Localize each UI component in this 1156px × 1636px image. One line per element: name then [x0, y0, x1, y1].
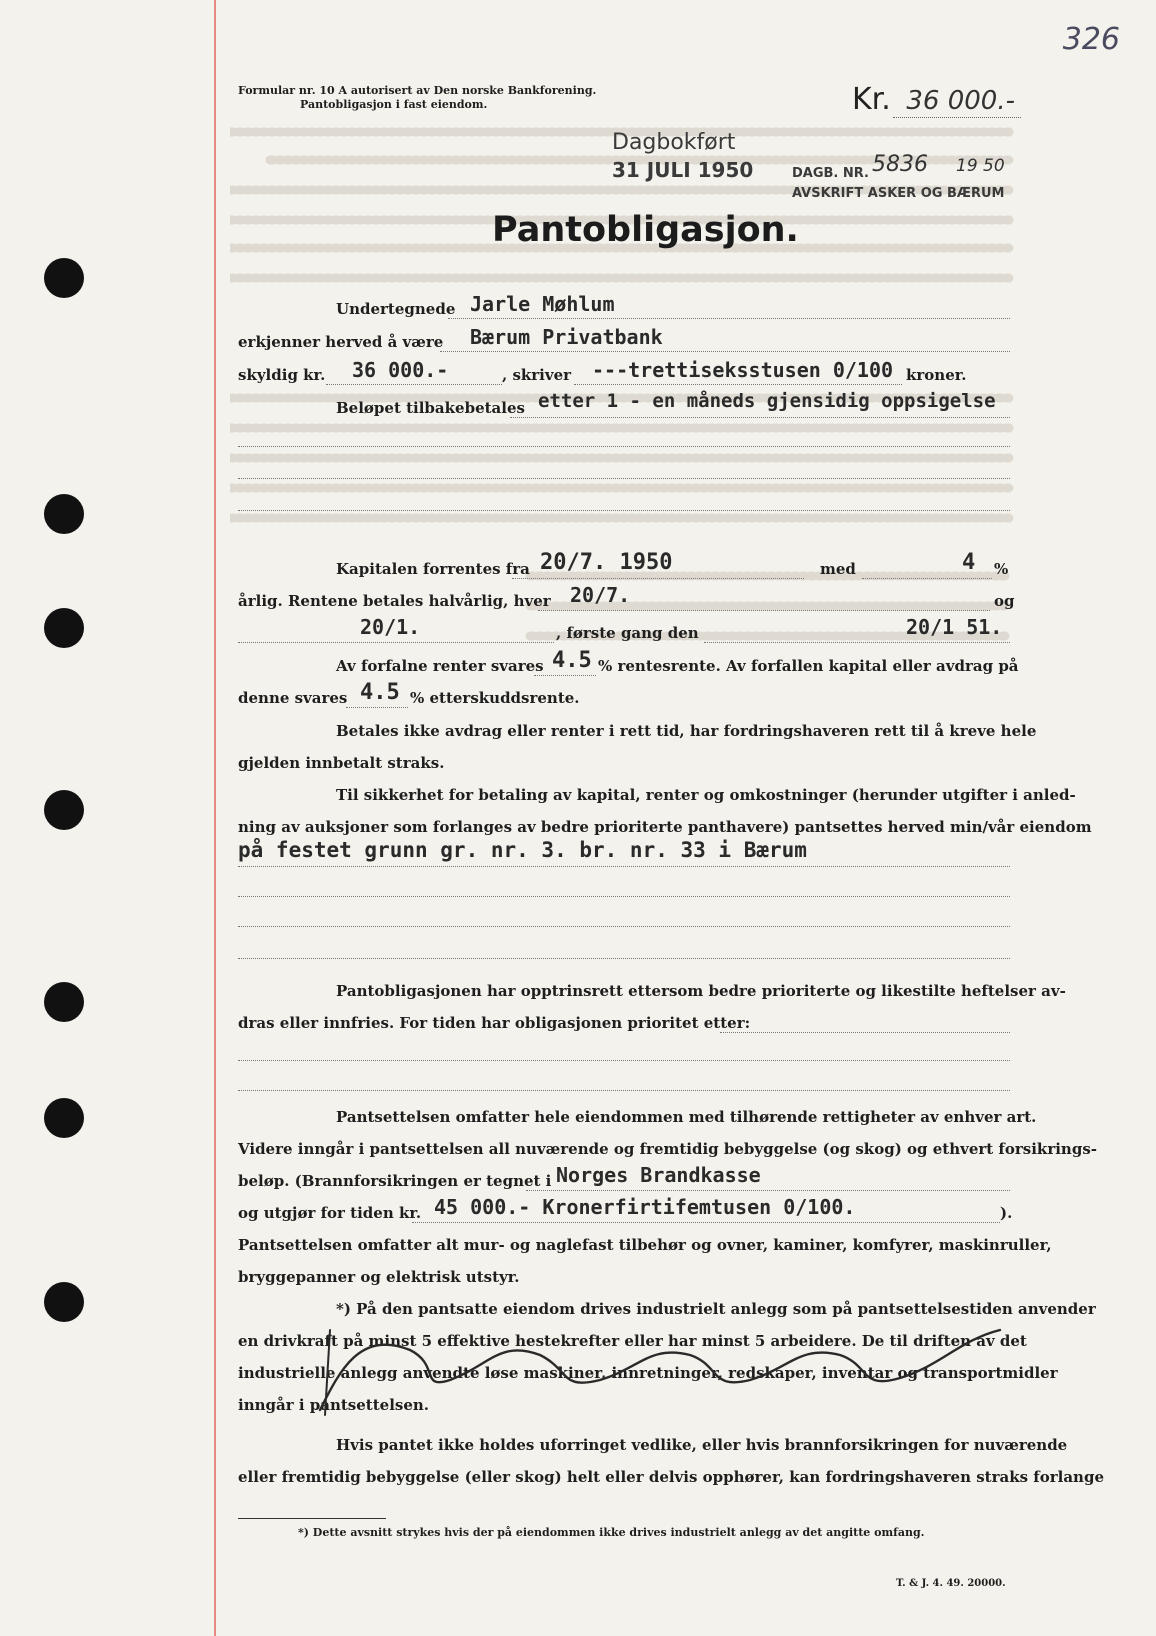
field-line	[238, 642, 554, 643]
av-forfalne-label: Av forfalne renter svares	[336, 657, 544, 675]
etterskudd-label: % etterskuddsrente.	[410, 689, 580, 707]
undertegnede-value: Jarle Møhlum	[470, 292, 615, 316]
punch-hole	[44, 1282, 84, 1322]
med-label: med	[820, 560, 856, 578]
paragraph-line: Betales ikke avdrag eller renter i rett tid, har fordringshaveren rett til å kreve hele	[336, 722, 1037, 740]
paragraph-line: beløp. (Brannforsikringen er tegnet i	[238, 1172, 552, 1190]
form-header-line: Formular nr. 10 A autorisert av Den norske Bankforening.	[238, 84, 597, 97]
dagb-year: 19 50	[956, 156, 1005, 176]
punch-hole	[44, 608, 84, 648]
avskrift-stamp: AVSKRIFT ASKER OG BÆRUM	[792, 186, 1005, 201]
document-title: Pantobligasjon.	[492, 210, 799, 250]
kapitalen-label: Kapitalen forrentes fra	[336, 560, 530, 578]
margin-line	[214, 0, 216, 1636]
skyldig-value: 36 000.-	[352, 358, 449, 382]
punch-hole	[44, 982, 84, 1022]
interest-rate: 4	[962, 550, 976, 575]
blank-line	[238, 896, 1010, 897]
paragraph-line: inngår i pantsettelsen.	[238, 1396, 430, 1414]
dagbokfort-date: 31 JULI 1950	[612, 158, 754, 182]
paragraph-line: dras eller innfries. For tiden har obligasjonen prioritet etter:	[238, 1014, 751, 1032]
dagb-nr-label: DAGB. NR.	[792, 166, 869, 181]
punch-hole	[44, 494, 84, 534]
paragraph-line: *) På den pantsatte eiendom drives industrielt anlegg som på pantsettelsestiden anvender	[336, 1300, 1096, 1318]
skriver-value: ---trettiseksstusen 0/100	[592, 358, 894, 382]
amount-value: 36 000.-	[906, 86, 1015, 116]
punch-hole	[44, 258, 84, 298]
field-line	[862, 578, 992, 579]
field-line	[574, 384, 902, 385]
field-line	[440, 351, 1010, 352]
skyldig-label: skyldig kr.	[238, 366, 326, 384]
footnote: *) Dette avsnitt strykes hvis der på eiendommen ikke drives industrielt anlegg av det angitte omfang.	[298, 1526, 925, 1539]
field-line	[534, 675, 596, 676]
erkjenner-label: erkjenner herved å være	[238, 333, 444, 351]
dagbokfort-stamp: Dagbokført	[612, 130, 736, 155]
og-label: og	[994, 592, 1015, 610]
denne-label: denne svares	[238, 689, 348, 707]
belopet-value: etter 1 - en måneds gjensidig oppsigelse	[538, 390, 996, 412]
footnote-rule	[238, 1518, 386, 1519]
blank-line	[238, 510, 1010, 511]
forste-date: 20/1 51.	[906, 615, 1003, 639]
amount-label: Kr.	[852, 82, 891, 117]
printer-mark: T. & J. 4. 49. 20000.	[896, 1578, 1006, 1589]
belopet-label: Beløpet tilbakebetales	[336, 399, 525, 417]
blank-line	[238, 958, 1010, 959]
arlig-date: 20/7.	[570, 583, 631, 607]
page-number: 326	[1062, 22, 1120, 57]
arlig-date: 20/1.	[360, 615, 421, 639]
paragraph-line: en drivkraft på minst 5 effektive hestekrefter eller har minst 5 arbeidere. De til driften av det	[238, 1332, 1027, 1350]
field-line	[720, 1032, 1010, 1033]
form-header	[238, 84, 596, 112]
insurer-value: Norges Brandkasse	[556, 1163, 761, 1187]
field-line	[346, 707, 408, 708]
paragraph-line: eller fremtidig bebyggelse (eller skog) helt eller delvis opphører, kan fordringshaveren straks forlange	[238, 1468, 1104, 1486]
utgjor-end: ).	[1000, 1204, 1013, 1222]
dagb-number: 5836	[872, 152, 928, 177]
paragraph-line: ning av auksjoner som forlanges av bedre prioriterte panthavere) pantsettes herved min/vår eiendom	[238, 818, 1092, 836]
punch-hole	[44, 790, 84, 830]
field-line	[526, 1190, 1010, 1191]
field-line	[238, 866, 1010, 867]
amount-underline	[893, 117, 1021, 118]
blank-line	[238, 1090, 1010, 1091]
field-line	[510, 417, 1010, 418]
rentesrente-label: % rentesrente. Av forfallen kapital eller avdrag på	[598, 657, 1019, 675]
forste-label: , første gang den	[556, 624, 699, 642]
insured-value: 45 000.- Kronerfirtifemtusen 0/100.	[434, 1195, 856, 1219]
field-line	[538, 610, 990, 611]
skriver-label: , skriver	[502, 366, 572, 384]
blank-line	[238, 926, 1010, 927]
paragraph-line: gjelden innbetalt straks.	[238, 754, 445, 772]
erkjenner-value: Bærum Privatbank	[470, 325, 663, 349]
percent-sign: %	[994, 560, 1009, 578]
paragraph-line: Til sikkerhet for betaling av kapital, renter og omkostninger (herunder utgifter i anled-	[336, 786, 1076, 804]
kroner-label: kroner.	[906, 366, 967, 384]
field-line	[512, 578, 804, 579]
blank-line	[238, 478, 1010, 479]
blank-line	[238, 446, 1010, 447]
kapitalen-date: 20/7. 1950	[540, 550, 673, 575]
paragraph-line: Pantsettelsen omfatter hele eiendommen med tilhørende rettigheter av enhver art.	[336, 1108, 1037, 1126]
paragraph-line: bryggepanner og elektrisk utstyr.	[238, 1268, 520, 1286]
paragraph-line: industrielle anlegg anvendte løse maskiner, innretninger, redskaper, inventar og transportmidler	[238, 1364, 1058, 1382]
field-line	[412, 1222, 1000, 1223]
field-line	[448, 318, 1010, 319]
undertegnede-label: Undertegnede	[336, 300, 456, 318]
form-header-line: Pantobligasjon i fast eiendom.	[300, 98, 488, 111]
paragraph-line: Pantobligasjonen har opptrinsrett ettersom bedre prioriterte og likestilte heftelser av-	[336, 982, 1066, 1000]
punch-hole	[44, 1098, 84, 1138]
strikeout-scribble	[300, 1310, 1040, 1420]
paragraph-line: Pantsettelsen omfatter alt mur- og naglefast tilbehør og ovner, kaminer, komfyrer, maskinruller,	[238, 1236, 1052, 1254]
amount-header	[852, 82, 1015, 117]
rentesrente-value: 4.5	[552, 648, 592, 673]
utgjor-label: og utgjør for tiden kr.	[238, 1204, 422, 1222]
arlig-label: årlig. Rentene betales halvårlig, hver	[238, 592, 551, 610]
field-line	[326, 384, 502, 385]
blank-line	[238, 1060, 1010, 1061]
paragraph-line: Hvis pantet ikke holdes uforringet vedlike, eller hvis brannforsikringen for nuværende	[336, 1436, 1068, 1454]
etterskudd-value: 4.5	[360, 680, 400, 705]
field-line	[704, 642, 1010, 643]
property-value: på festet grunn gr. nr. 3. br. nr. 33 i Bærum	[238, 838, 807, 862]
paragraph-line: Videre inngår i pantsettelsen all nuværende og fremtidig bebyggelse (og skog) og ethvert forsikrings-	[238, 1140, 1097, 1158]
